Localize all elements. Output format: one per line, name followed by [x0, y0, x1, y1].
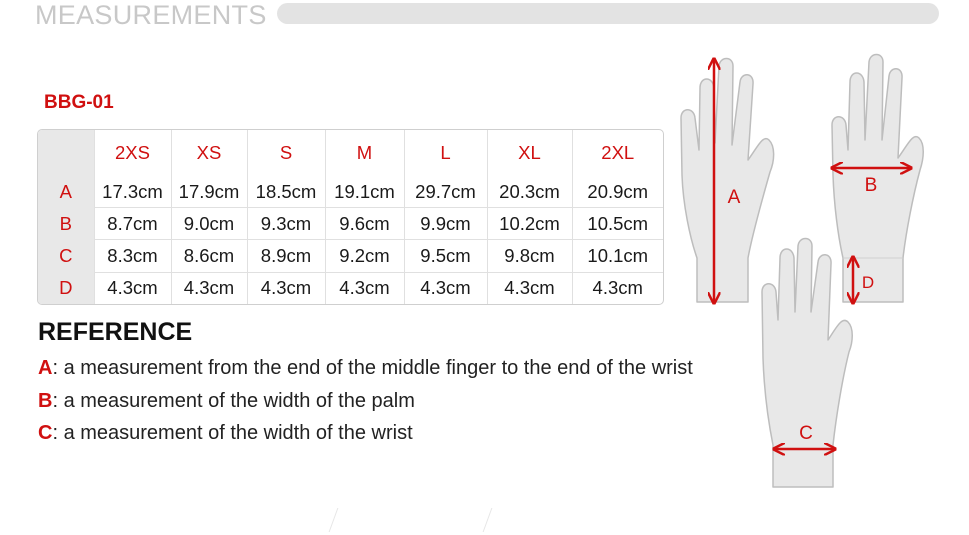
- row-label: B: [38, 208, 94, 240]
- size-header: S: [247, 130, 325, 176]
- reference-key: B: [38, 390, 53, 412]
- label-a: A: [727, 187, 741, 208]
- reference-key: C: [38, 422, 53, 444]
- size-header: XS: [171, 130, 247, 176]
- measurement-cell: 10.2cm: [487, 208, 572, 240]
- measurement-cell: 9.5cm: [404, 240, 487, 272]
- reference-text: : a measurement of the width of the palm: [52, 390, 415, 412]
- label-b: B: [864, 175, 878, 196]
- measurement-cell: 8.6cm: [171, 240, 247, 272]
- measurement-cell: 19.1cm: [325, 176, 404, 208]
- size-header: L: [404, 130, 487, 176]
- measurement-cell: 8.9cm: [247, 240, 325, 272]
- hand-b-icon: [832, 55, 923, 303]
- measurement-cell: 17.3cm: [94, 176, 171, 208]
- label-c: C: [799, 423, 813, 444]
- row-label: A: [38, 176, 94, 208]
- reference-key: A: [38, 357, 53, 379]
- measurement-cell: 8.7cm: [94, 208, 171, 240]
- size-header: 2XS: [94, 130, 171, 176]
- hand-a-icon: [681, 59, 774, 303]
- measurement-cell: 29.7cm: [404, 176, 487, 208]
- row-label: D: [38, 272, 94, 304]
- measurement-cell: 4.3cm: [487, 272, 572, 304]
- measurement-cell: 20.3cm: [487, 176, 572, 208]
- measurement-cell: 10.5cm: [572, 208, 663, 240]
- measurement-cell: 4.3cm: [404, 272, 487, 304]
- measurement-cell: 9.6cm: [325, 208, 404, 240]
- measurement-cell: 9.8cm: [487, 240, 572, 272]
- measurement-cell: 4.3cm: [325, 272, 404, 304]
- measurement-cell: 17.9cm: [171, 176, 247, 208]
- reference-title: REFERENCE: [38, 318, 193, 346]
- measurement-cell: 9.2cm: [325, 240, 404, 272]
- page-title: MEASUREMENTS: [35, 0, 267, 30]
- measurement-cell: 4.3cm: [171, 272, 247, 304]
- measurement-cell: 9.3cm: [247, 208, 325, 240]
- measurement-cell: 9.0cm: [171, 208, 247, 240]
- reference-text: : a measurement of the width of the wrist: [52, 422, 413, 444]
- measurement-cell: 18.5cm: [247, 176, 325, 208]
- row-label: C: [38, 240, 94, 272]
- label-d: D: [861, 273, 875, 292]
- size-header: M: [325, 130, 404, 176]
- model-code: BBG-01: [44, 92, 114, 113]
- measurement-cell: 20.9cm: [572, 176, 663, 208]
- size-header: 2XL: [572, 130, 663, 176]
- size-header: XL: [487, 130, 572, 176]
- measurement-cell: 4.3cm: [247, 272, 325, 304]
- reference-text: : a measurement from the end of the middle finger to the end of the wrist: [52, 357, 693, 379]
- measurement-cell: 4.3cm: [94, 272, 171, 304]
- measurement-cell: 4.3cm: [572, 272, 663, 304]
- measurement-cell: 9.9cm: [404, 208, 487, 240]
- measurement-cell: 10.1cm: [572, 240, 663, 272]
- measurement-cell: 8.3cm: [94, 240, 171, 272]
